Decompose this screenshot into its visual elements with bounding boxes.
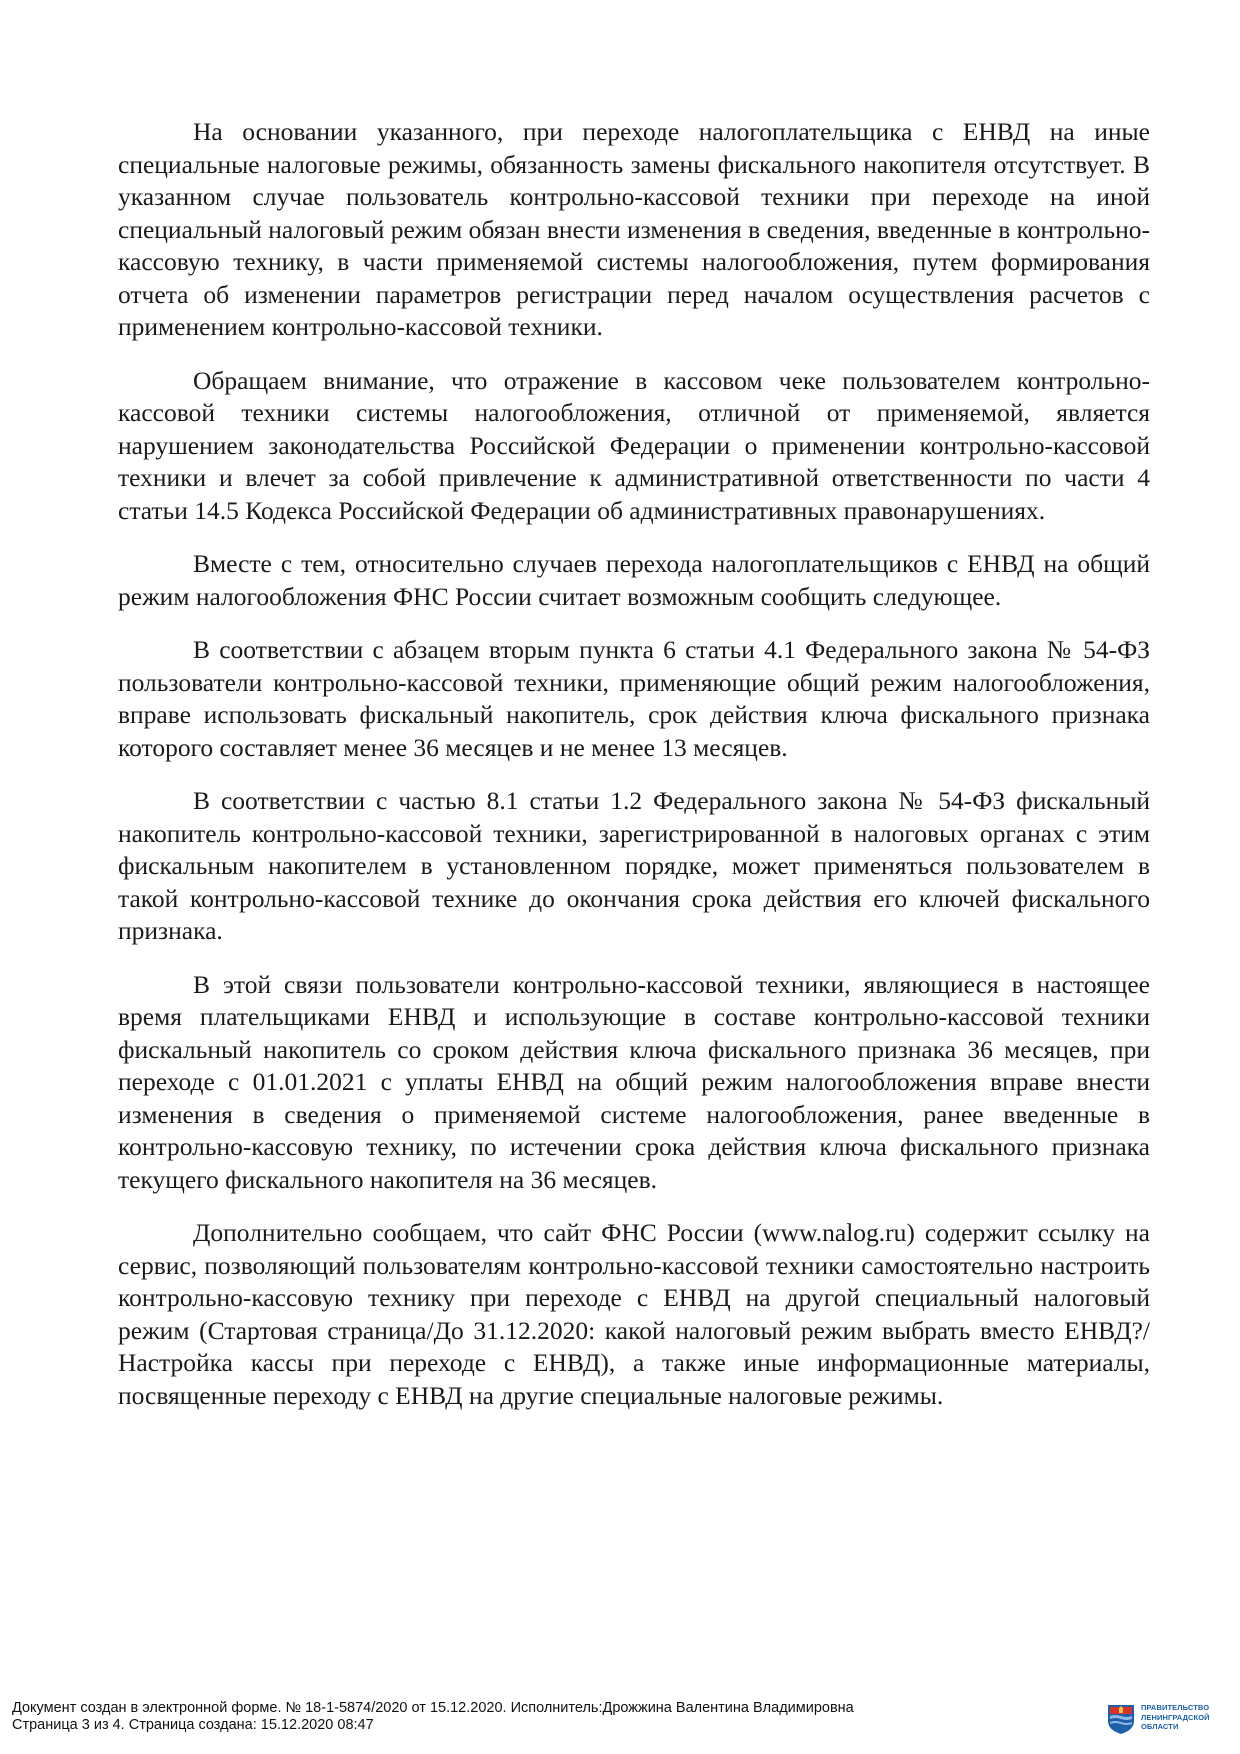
paragraph: На основании указанного, при переходе налогоплательщика с ЕНВД на иные специальные налоговые режимы, обязанность замены фискального накопителя отсутствует. В указанном случае пользователь контрольно-кассовой техники при переходе на иной специальный налоговый режим обязан внести изменения в сведения, введенные в контрольно-кассовую технику, в части применяемой системы налогообложения, путем формирования отчета об изменении параметров регистрации перед началом осуществления расчетов с применением контрольно-кассовой техники. — [118, 117, 1150, 341]
government-logo — [1106, 1702, 1226, 1736]
paragraph: Дополнительно сообщаем, что сайт ФНС России (www.nalog.ru) содержит ссылку на сервис, позволяющий пользователям контрольно-кассовой техники самостоятельно настроить контрольно-кассовую технику при переходе с ЕНВД на другой специальный налоговый режим (Стартовая страница/До 31.12.2020: какой налоговый режим выбрать вместо ЕНВД?/Настройка кассы при переходе с ЕНВД), а также иные информационные материалы, посвященные переходу с ЕНВД на другие специальные налоговые режимы. — [118, 1218, 1150, 1410]
logo-line: ЛЕНИНГРАДСКОЙ — [1141, 1712, 1210, 1722]
paragraph: В этой связи пользователи контрольно-кассовой техники, являющиеся в настоящее время плательщиками ЕНВД и использующие в составе контрольно-кассовой техники фискальный накопитель со сроком действия ключа фискального признака 36 месяцев, при переходе с 01.01.2021 с уплаты ЕНВД на общий режим налогообложения вправе внести изменения в сведения о применяемой системе налогообложения, ранее введенные в контрольно-кассовую технику, по истечении срока действия ключа фискального признака текущего фискального накопителя на 36 месяцев. — [118, 969, 1150, 1194]
paragraph: Вместе с тем, относительно случаев перехода налогоплательщиков с ЕНВД на общий режим налогообложения ФНС России считает возможным сообщить следующее. — [118, 549, 1150, 611]
logo-line: ОБЛАСТИ — [1141, 1722, 1179, 1731]
leningrad-region-emblem-icon — [1106, 1703, 1136, 1735]
footer-page-info: Страница 3 из 4. Страница создана: 15.12.2020 08:47 — [12, 1717, 374, 1733]
logo-line: ПРАВИТЕЛЬСТВО — [1141, 1703, 1210, 1712]
paragraph: Обращаем внимание, что отражение в кассовом чеке пользователем контрольно-кассовой техники системы налогообложения, отличной от применяемой, является нарушением законодательства Российской Федерации о применении контрольно-кассовой техники и влечет за собой привлечение к административной ответственности по части 4 статьи 14.5 Кодекса Российской Федерации об административных правонарушениях. — [118, 365, 1150, 525]
logo-caption — [1141, 1703, 1210, 1732]
paragraph: В соответствии с частью 8.1 статьи 1.2 Федерального закона № 54-ФЗ фискальный накопитель контрольно-кассовой техники, зарегистрированной в налоговых органах с этим фискальным накопителем в установленном порядке, может применяться пользователем в такой контрольно-кассовой технике до окончания срока действия его ключей фискального признака. — [118, 786, 1150, 945]
paragraph: В соответствии с абзацем вторым пункта 6 статьи 4.1 Федерального закона № 54-ФЗ пользователи контрольно-кассовой техники, применяющие общий режим налогообложения, вправе использовать фискальный накопитель, срок действия ключа фискального признака которого составляет менее 36 месяцев и не менее 13 месяцев. — [118, 635, 1150, 762]
footer-document-info: Документ создан в электронной форме. № 18-1-5874/2020 от 15.12.2020. Исполнитель:Дрожжина Валентина Владимировна — [12, 1700, 854, 1716]
letter-body — [118, 116, 1150, 1433]
document-footer — [12, 1700, 1012, 1734]
